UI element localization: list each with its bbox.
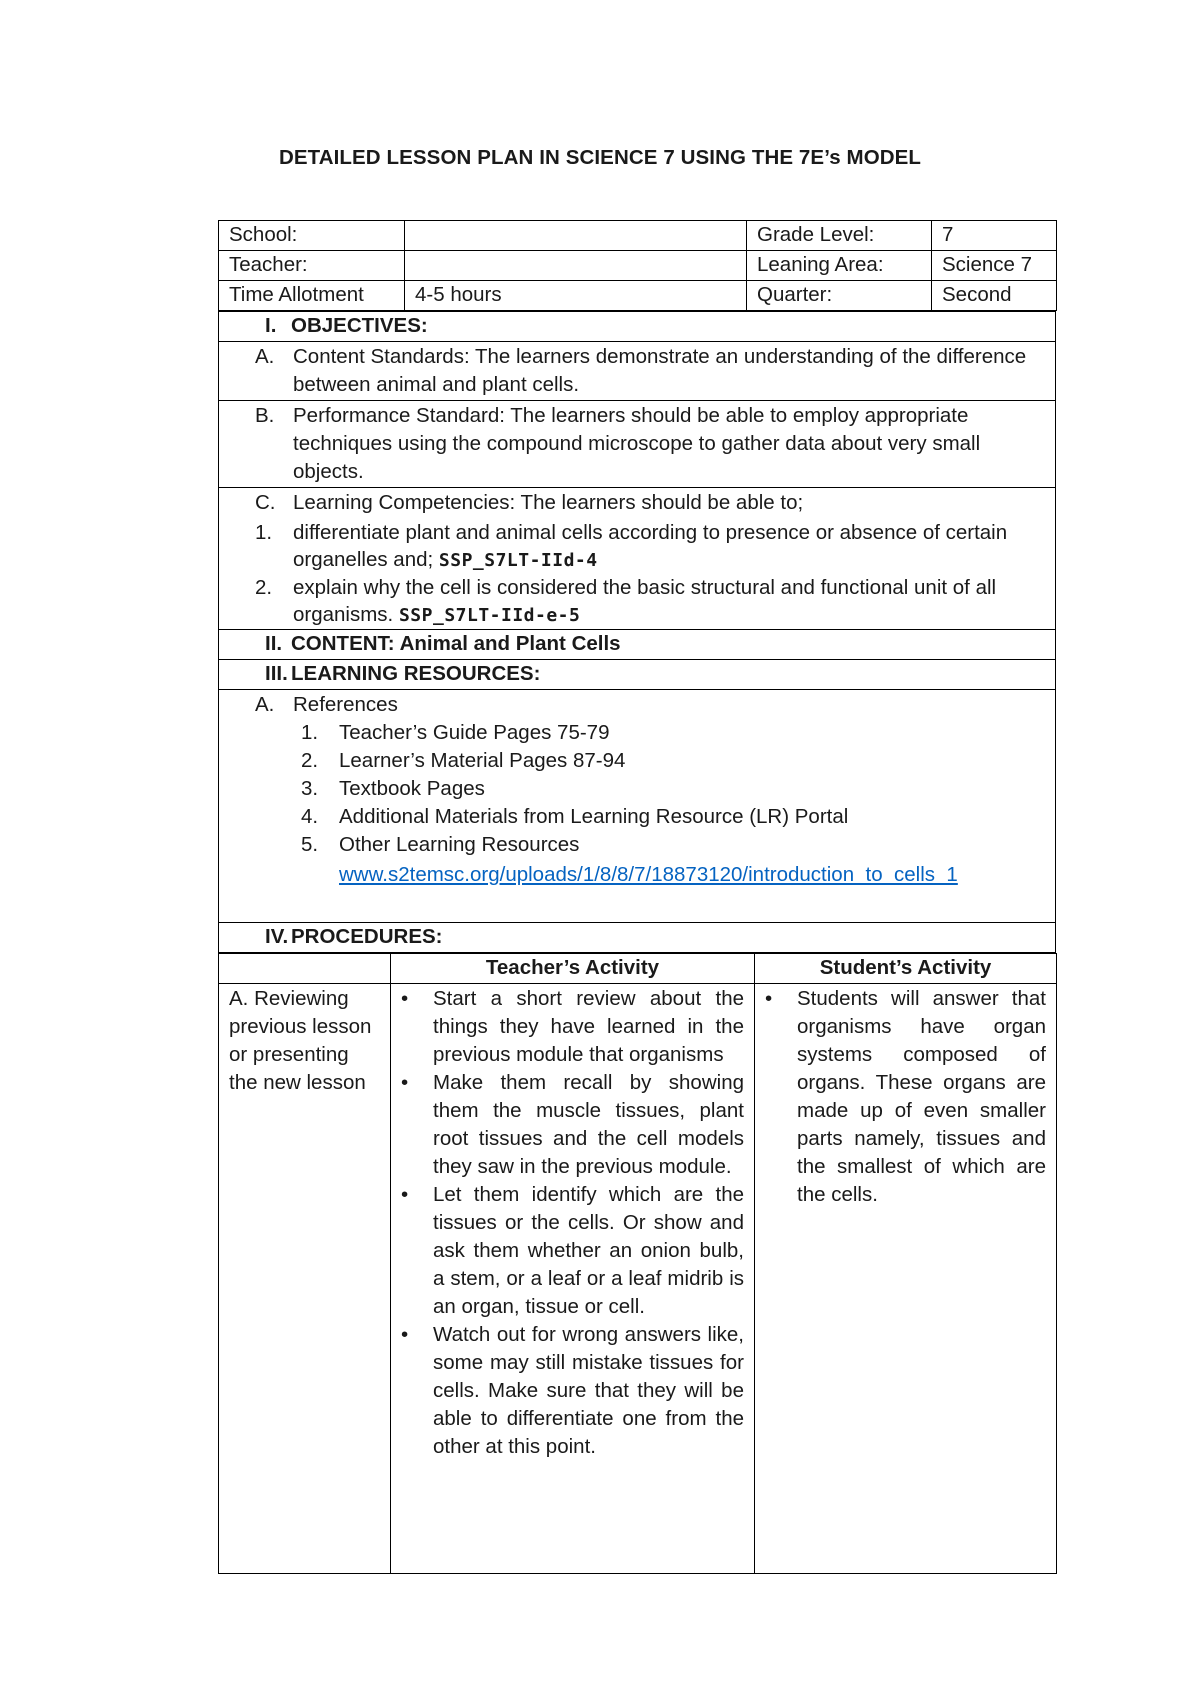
section-number: III. xyxy=(265,662,288,685)
list-marker: A. xyxy=(255,693,275,716)
bullet-icon: • xyxy=(765,987,773,1010)
school-label: School: xyxy=(219,221,405,251)
step-column-header xyxy=(219,954,391,984)
school-row xyxy=(219,221,1057,251)
resource-link[interactable]: www.s2temsc.org/uploads/1/8/8/7/18873120/introduction_to_cells_1 xyxy=(339,863,958,886)
reference-text: Teacher’s Guide Pages 75-79 xyxy=(339,721,610,744)
procedures-column-header-row xyxy=(219,954,1057,984)
bullet-icon: • xyxy=(401,1183,409,1206)
performance-standard-text: Performance Standard: The learners should be able to employ appropriate techniques using the compound microscope to gather data about very small objects. xyxy=(293,404,981,483)
reference-text: Textbook Pages xyxy=(339,777,485,800)
learning-competencies-text: Learning Competencies: The learners should be able to; xyxy=(293,491,804,514)
competency-code: SSP_S7LT-IId-e-5 xyxy=(398,605,581,626)
teacher-activity-text: Let them identify which are the tissues or the cells. Or show and ask them whether an onion bulb, a stem, or a leaf or a leaf midrib is an organ, tissue or cell. xyxy=(433,1183,744,1318)
objectives-heading-row xyxy=(219,312,1056,342)
teacher-value xyxy=(405,251,747,281)
quarter-label: Quarter: xyxy=(747,281,932,311)
performance-standard-item xyxy=(255,402,1045,486)
reference-item xyxy=(301,719,1055,747)
quarter-value: Second xyxy=(932,281,1057,311)
school-value xyxy=(405,221,747,251)
list-marker: 5. xyxy=(301,833,319,856)
references-row xyxy=(219,690,1056,923)
competency-text: explain why the cell is considered the basic structural and functional unit of all organisms. xyxy=(293,576,997,626)
competency-item xyxy=(255,519,1045,574)
list-marker: 2. xyxy=(301,749,319,772)
list-marker: 1. xyxy=(301,721,319,744)
reference-item xyxy=(301,803,1055,831)
procedures-table xyxy=(218,953,1057,1574)
grade-value: 7 xyxy=(932,221,1057,251)
section-heading: OBJECTIVES: xyxy=(291,314,428,337)
teacher-label: Teacher: xyxy=(219,251,405,281)
section-heading: LEARNING RESOURCES: xyxy=(291,662,541,685)
content-standards-item xyxy=(255,343,1045,399)
step-a-row xyxy=(219,984,1057,1574)
list-marker: 2. xyxy=(255,576,273,599)
bullet-icon: • xyxy=(401,1323,409,1346)
area-value: Science 7 xyxy=(932,251,1057,281)
teacher-activity-item xyxy=(395,985,744,1069)
section-number: I. xyxy=(265,314,277,337)
teacher-activity-item xyxy=(395,1321,744,1461)
competency-code: SSP_S7LT-IId-4 xyxy=(438,550,598,571)
reference-list xyxy=(219,719,1055,889)
competency-text: differentiate plant and animal cells according to presence or absence of certain organelles and; xyxy=(293,521,1008,571)
teacher-activity-text: Make them recall by showing them the muscle tissues, plant root tissues and the cell models they saw in the previous module. xyxy=(433,1071,744,1178)
list-marker: 4. xyxy=(301,805,319,828)
student-activity-header: Student’s Activity xyxy=(755,954,1057,984)
references-text: References xyxy=(293,693,398,716)
resources-heading-row xyxy=(219,660,1056,690)
reference-item xyxy=(301,747,1055,775)
step-a-label: A. Reviewing previous lesson or presenting the new lesson xyxy=(219,984,391,1574)
bullet-icon: • xyxy=(401,1071,409,1094)
teacher-activity-text: Start a short review about the things they have learned in the previous module that organisms xyxy=(433,987,744,1066)
student-activity-text: Students will answer that organisms have organ systems composed of organs. These organs are made up of even smaller parts namely, tissues and the smallest of which are the cells. xyxy=(797,987,1046,1206)
time-value: 4-5 hours xyxy=(405,281,747,311)
body-table xyxy=(218,311,1056,953)
teacher-activity-item xyxy=(395,1069,744,1181)
competency-item xyxy=(255,574,1045,629)
lesson-plan-sheet xyxy=(218,220,1056,1574)
list-marker: C. xyxy=(255,491,276,514)
section-number: II. xyxy=(265,632,283,655)
time-row xyxy=(219,281,1057,311)
procedures-heading-row xyxy=(219,923,1056,953)
section-number: IV. xyxy=(265,925,289,948)
area-label: Leaning Area: xyxy=(747,251,932,281)
reference-item xyxy=(301,775,1055,803)
content-standards-text: Content Standards: The learners demonstrate an understanding of the difference between animal and plant cells. xyxy=(293,345,1027,396)
grade-label: Grade Level: xyxy=(747,221,932,251)
learning-competencies-row xyxy=(219,488,1056,630)
performance-standard-row xyxy=(219,401,1056,488)
reference-text: Other Learning Resources xyxy=(339,833,580,856)
teacher-activity-text: Watch out for wrong answers like, some may still mistake tissues for cells. Make sure that they will be able to differentiate one from the other at this point. xyxy=(433,1323,744,1458)
teacher-activity-header: Teacher’s Activity xyxy=(391,954,755,984)
teacher-activity-list xyxy=(395,985,744,1461)
content-standards-row xyxy=(219,342,1056,401)
time-label: Time Allotment xyxy=(219,281,405,311)
bullet-icon: • xyxy=(401,987,409,1010)
reference-item xyxy=(301,831,1055,859)
section-heading: PROCEDURES: xyxy=(291,925,443,948)
reference-text: Learner’s Material Pages 87-94 xyxy=(339,749,626,772)
header-table xyxy=(218,220,1057,311)
list-marker: 1. xyxy=(255,521,273,544)
list-marker: 3. xyxy=(301,777,319,800)
page-title: DETAILED LESSON PLAN IN SCIENCE 7 USING THE 7E’s MODEL xyxy=(278,146,922,169)
teacher-row xyxy=(219,251,1057,281)
list-marker: B. xyxy=(255,404,275,427)
content-heading-row xyxy=(219,630,1056,660)
list-marker: A. xyxy=(255,345,275,368)
teacher-activity-item xyxy=(395,1181,744,1321)
section-heading: CONTENT: Animal and Plant Cells xyxy=(291,632,621,655)
references-item xyxy=(255,691,1055,719)
student-activity-item xyxy=(759,985,1046,1209)
learning-competencies-item xyxy=(255,489,1045,517)
reference-text: Additional Materials from Learning Resource (LR) Portal xyxy=(339,805,849,828)
student-activity-list xyxy=(759,985,1046,1209)
